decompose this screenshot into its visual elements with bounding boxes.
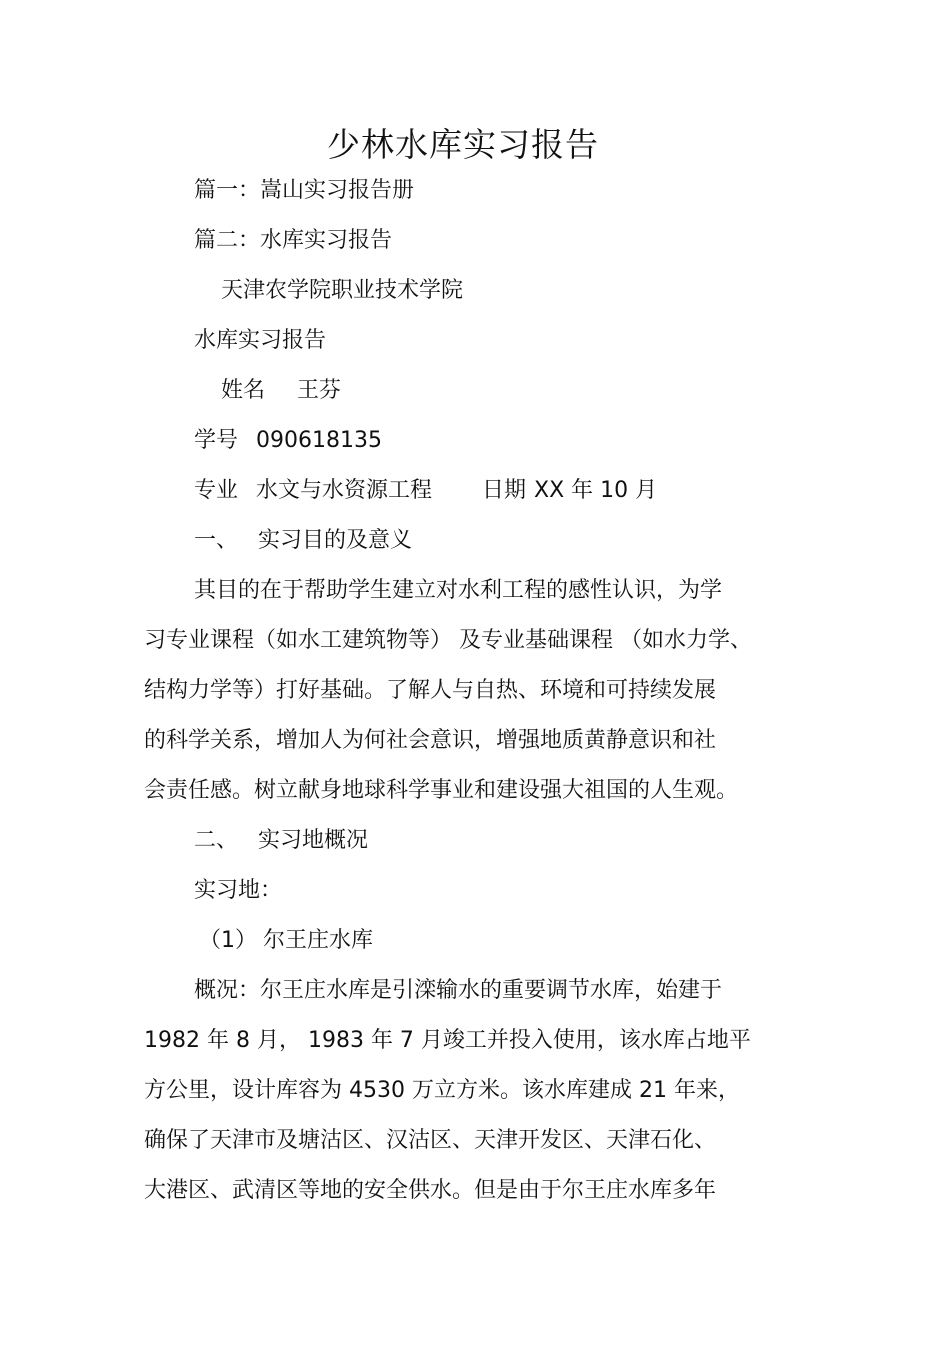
report-name: 水库实习报告 [194,328,327,353]
student-name-row [221,376,341,406]
major-date-row [194,476,657,506]
school-name: 天津农学院职业技术学院 [221,278,464,303]
subsection-number: （1） [199,928,257,953]
subsection-heading [199,926,373,956]
subsection-title: 尔王庄水库 [263,928,374,953]
section-2-heading [194,826,368,856]
section-2-line: 确保了天津市及塘沽区、汉沽区、天津开发区、天津石化、 [144,1128,717,1153]
major-value: 水文与水资源工程 [256,478,433,503]
section-2-line: 方公里，设计库容为 4530 万立方米。该水库建成 21 年来， [144,1078,740,1103]
section-2-number: 二、 [194,828,239,853]
id-value: 090618135 [256,428,382,453]
name-label: 姓名 [221,378,266,403]
section-1-line: 会责任感。树立献身地球科学事业和建设强大祖国的人生观。 [144,778,739,803]
date-label: 日期 [482,478,527,503]
section-2-line: 大港区、武清区等地的安全供水。但是由于尔王庄水库多年 [144,1178,717,1203]
toc-item-2: 篇二：水库实习报告 [194,228,393,253]
section-1-number: 一、 [194,528,239,553]
major-label: 专业 [194,478,239,503]
section-1-line: 结构力学等）打好基础。了解人与自热、环境和可持续发展 [144,678,717,703]
section-1-title: 实习目的及意义 [258,528,413,553]
id-label: 学号 [194,428,239,453]
section-2-line: 1982 年 8 月， 1983 年 7 月竣工并投入使用，该水库占地平 [144,1028,751,1053]
section-2-title: 实习地概况 [258,828,369,853]
place-label: 实习地： [194,878,283,903]
name-value: 王芬 [297,378,342,403]
section-1-line: 的科学关系，增加人为何社会意识，增强地质黄静意识和社 [144,728,717,753]
student-id-row [194,426,382,456]
document-title: 少林水库实习报告 [327,125,599,164]
section-1-line: 其目的在于帮助学生建立对水利工程的感性认识，为学 [194,578,723,603]
section-1-heading [194,526,412,556]
date-value: XX 年 10 月 [534,478,658,503]
section-2-line: 概况：尔王庄水库是引滦输水的重要调节水库，始建于 [194,978,723,1003]
section-1-line: 习专业课程（如水工建筑物等） 及专业基础课程 （如水力学、 [144,628,752,653]
toc-item-1: 篇一：嵩山实习报告册 [194,178,415,203]
